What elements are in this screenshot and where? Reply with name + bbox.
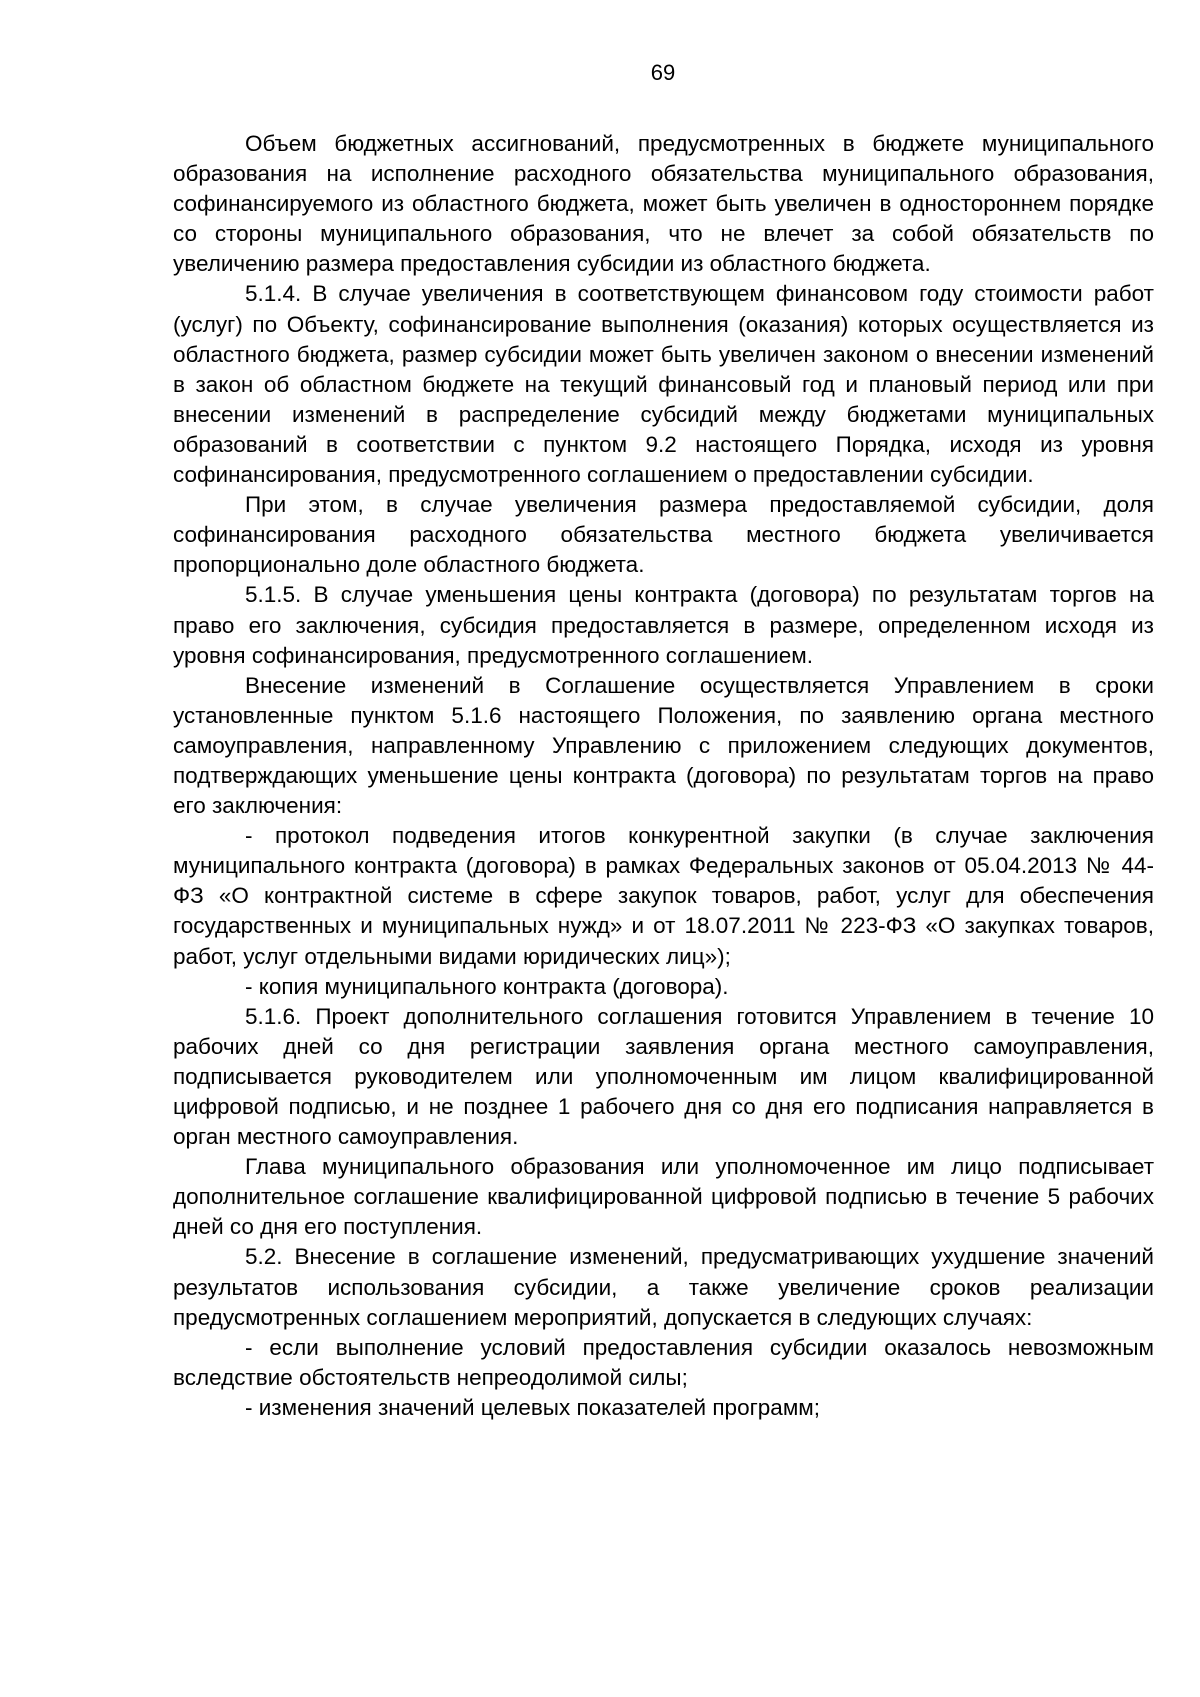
paragraph-5-1-6: 5.1.6. Проект дополнительного соглашения готовится Управлением в течение 10 рабочих дней со дня регистрации заявления органа местного самоуправления, подписывается руководителем или уполномоченным им лицом квалифицированной цифровой подписью, и не позднее 1 рабочего дня со дня его подписания направляется в орган местного самоуправления.	[173, 1003, 1154, 1150]
list-item-target-indicators: - изменения значений целевых показателей программ;	[245, 1394, 821, 1420]
paragraph-5-1-4: 5.1.4. В случае увеличения в соответствующем финансовом году стоимости работ (услуг) по Объекту, софинансирование выполнения (оказания) которых осуществляется из областного бюджета, размер субсидии может быть увеличен законом о внесении изменений в закон об областном бюджете на текущий финансовый год и плановый период или при внесении изменений в распределение субсидий между бюджетами муниципальных образований в соответствии с пунктом 9.2 настоящего Порядка, исходя из уровня софинансирования, предусмотренного соглашением о предоставлении субсидии.	[173, 281, 1154, 488]
document-body	[173, 129, 1154, 1423]
list-item-force-majeure: - если выполнение условий предоставления субсидии оказалось невозможным вследствие обстоятельств непреодолимой силы;	[173, 1334, 1154, 1390]
paragraph-head-signs: Глава муниципального образования или уполномоченное им лицо подписывает дополнительное соглашение квалифицированной цифровой подписью в течение 5 рабочих дней со дня его поступления.	[173, 1154, 1154, 1240]
paragraph-5-1-5: 5.1.5. В случае уменьшения цены контракта (договора) по результатам торгов на право его заключения, субсидия предоставляется в размере, определенном исходя из уровня софинансирования, предусмотренного соглашением.	[173, 582, 1154, 668]
page-number: 69	[650, 60, 676, 85]
paragraph-agreement-changes: Внесение изменений в Соглашение осуществляется Управлением в сроки установленные пунктом 5.1.6 настоящего Положения, по заявлению органа местного самоуправления, направленному Управлению с приложением следующих документов, подтверждающих уменьшение цены контракта (договора) по результатам торгов на право его заключения:	[173, 672, 1154, 819]
list-item-contract-copy: - копия муниципального контракта (договора).	[245, 973, 729, 999]
paragraph-budget-allocations: Объем бюджетных ассигнований, предусмотренных в бюджете муниципального образования на исполнение расходного обязательства муниципального образования, софинансируемого из областного бюджета, может быть увеличен в одностороннем порядке со стороны муниципального образования, что не влечет за собой обязательств по увеличению размера предоставления субсидии из областного бюджета.	[173, 131, 1154, 277]
paragraph-cofinancing-share: При этом, в случае увеличения размера предоставляемой субсидии, доля софинансирования расходного обязательства местного бюджета увеличивается пропорционально доле областного бюджета.	[173, 492, 1154, 578]
list-item-protocol: - протокол подведения итогов конкурентной закупки (в случае заключения муниципального контракта (договора) в рамках Федеральных законов от 05.04.2013 № 44-ФЗ «О контрактной системе в сфере закупок товаров, работ, услуг для обеспечения государственных и муниципальных нужд» и от 18.07.2011 № 223-ФЗ «О закупках товаров, работ, услуг отдельными видами юридических лиц»);	[173, 823, 1154, 969]
paragraph-5-2: 5.2. Внесение в соглашение изменений, предусматривающих ухудшение значений результатов использования субсидии, а также увеличение сроков реализации предусмотренных соглашением мероприятий, допускается в следующих случаях:	[173, 1244, 1154, 1330]
